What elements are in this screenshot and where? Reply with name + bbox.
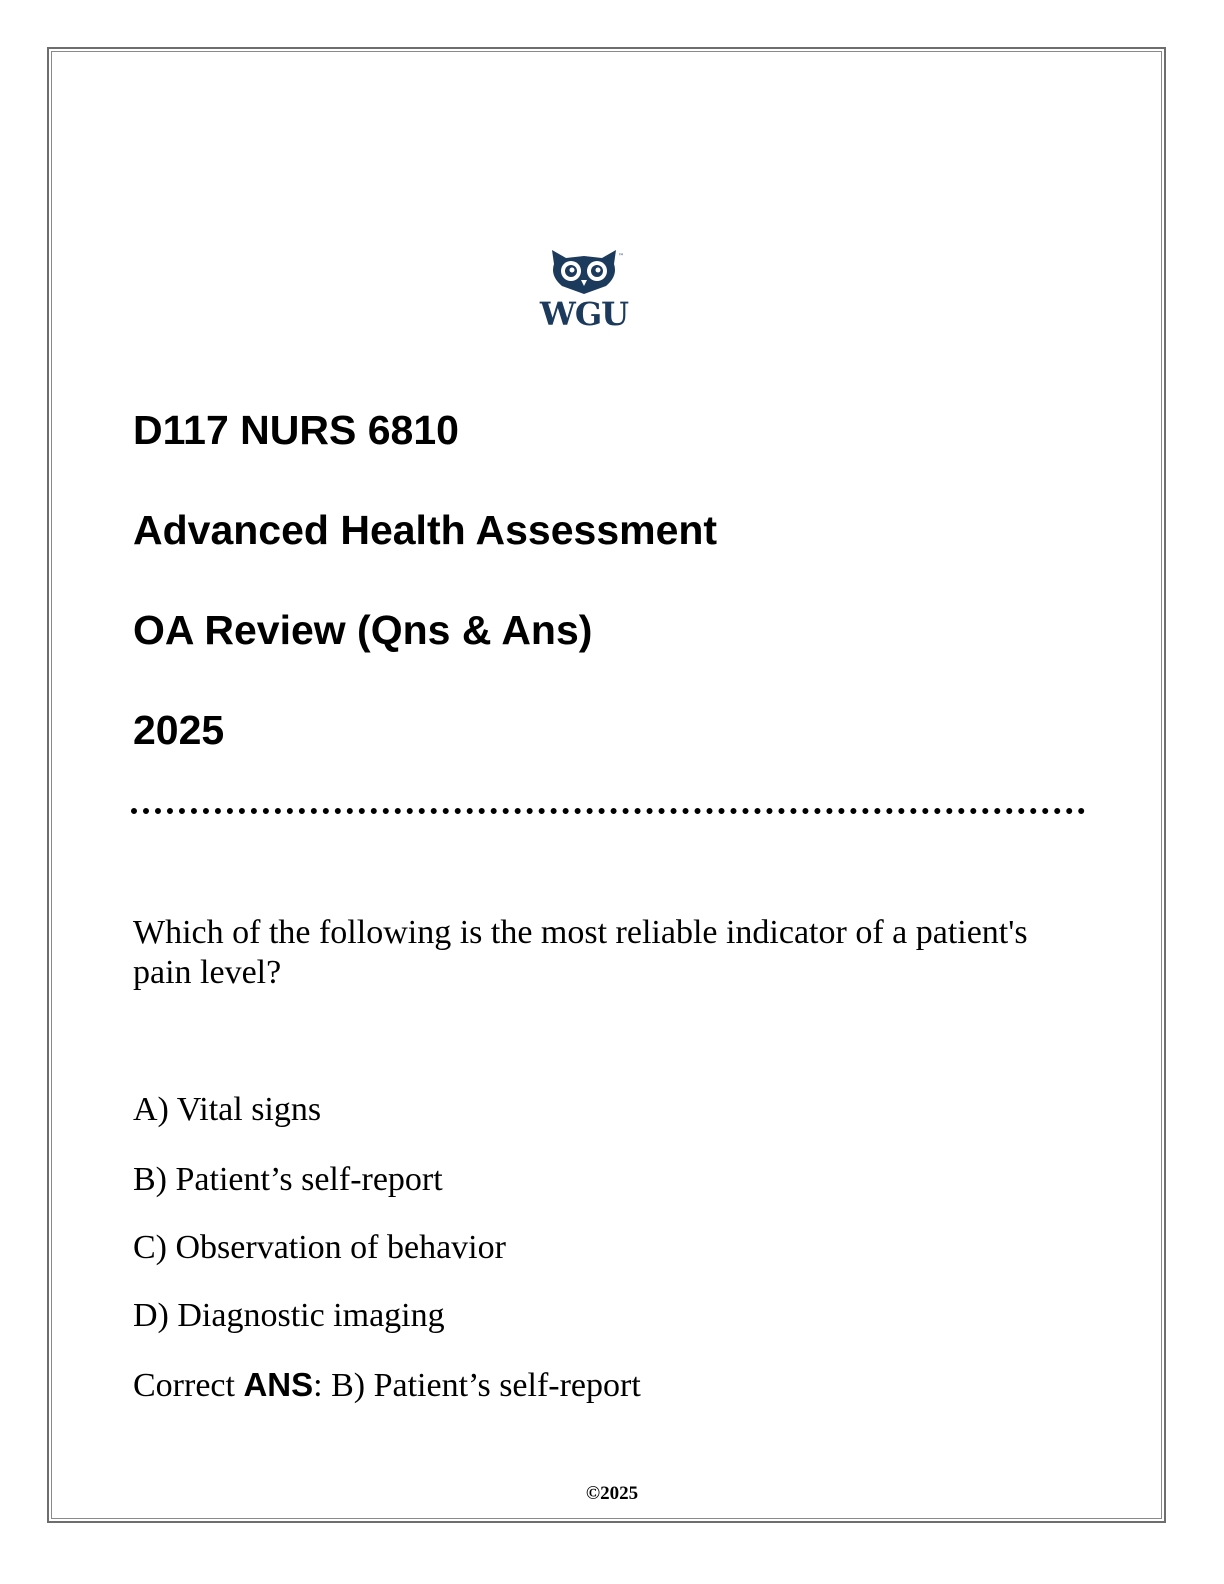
answer-keyword: ANS [243, 1366, 314, 1403]
option-b: B) Patient’s self-report [133, 1161, 443, 1198]
question-text: Which of the following is the most reliable indicator of a patient's pain level? [133, 914, 1028, 991]
dotted-divider [131, 808, 1085, 814]
logo-wordmark: WGU [539, 295, 629, 333]
document-subtitle: OA Review (Qns & Ans) [133, 607, 593, 653]
course-title: Advanced Health Assessment [133, 507, 718, 553]
owl-icon [532, 246, 636, 296]
correct-answer [133, 1365, 641, 1406]
option-a: A) Vital signs [133, 1091, 322, 1128]
answer-value: B) Patient’s self-report [331, 1367, 641, 1404]
option-c: C) Observation of behavior [133, 1229, 506, 1266]
document-year: 2025 [133, 707, 225, 753]
svg-text:™: ™ [618, 253, 624, 260]
course-code: D117 NURS 6810 [133, 407, 459, 453]
wgu-logo [532, 246, 636, 334]
footer-copyright: ©2025 [585, 1483, 639, 1504]
answer-prefix: Correct [133, 1367, 244, 1404]
option-d: D) Diagnostic imaging [133, 1297, 445, 1334]
answer-separator: : [313, 1367, 332, 1404]
